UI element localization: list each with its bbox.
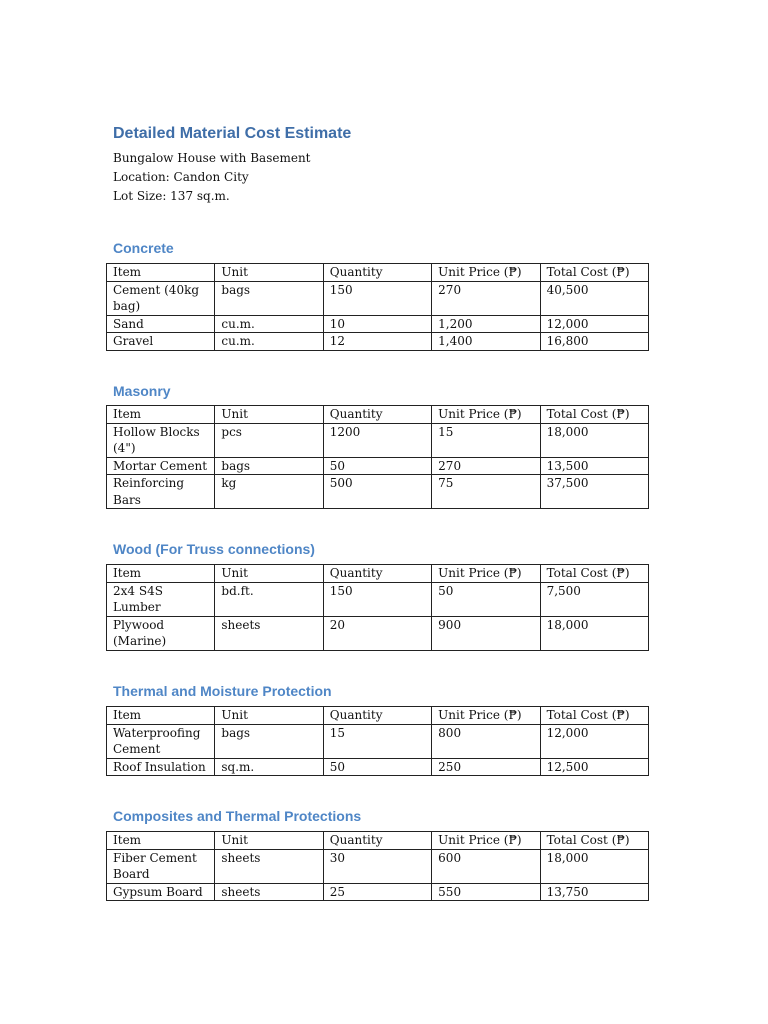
cell-quantity: 150 <box>323 281 431 315</box>
cell-unit: sheets <box>215 883 323 901</box>
cell-quantity: 10 <box>323 315 431 333</box>
table-row <box>107 423 649 457</box>
cell-unit: cu.m. <box>215 315 323 333</box>
cell-total-cost: 7,500 <box>540 582 648 616</box>
table-header-row <box>107 565 649 583</box>
table-row <box>107 616 649 650</box>
cell-item: Reinforcing Bars <box>107 475 215 509</box>
cell-item: Waterproofing Cement <box>107 724 215 758</box>
header-quantity: Quantity <box>323 565 431 583</box>
header-total-cost: Total Cost (₱) <box>540 565 648 583</box>
header-unit: Unit <box>215 264 323 282</box>
table-masonry <box>106 405 649 509</box>
cell-total-cost: 16,800 <box>540 333 648 351</box>
table-header-row <box>107 707 649 725</box>
table-row <box>107 883 649 901</box>
table-row <box>107 457 649 475</box>
table-wood <box>106 564 649 651</box>
cell-item: 2x4 S4S Lumber <box>107 582 215 616</box>
cell-item: Sand <box>107 315 215 333</box>
cell-quantity: 12 <box>323 333 431 351</box>
cell-quantity: 15 <box>323 724 431 758</box>
cell-quantity: 50 <box>323 457 431 475</box>
cell-unit-price: 15 <box>432 423 540 457</box>
cell-total-cost: 13,750 <box>540 883 648 901</box>
section-heading-composites: Composites and Thermal Protections <box>113 808 362 824</box>
table-row <box>107 281 649 315</box>
header-unit-price: Unit Price (₱) <box>432 565 540 583</box>
cell-unit-price: 800 <box>432 724 540 758</box>
cell-unit-price: 900 <box>432 616 540 650</box>
header-unit: Unit <box>215 406 323 424</box>
cell-item: Cement (40kg bag) <box>107 281 215 315</box>
cell-unit-price: 1,400 <box>432 333 540 351</box>
cell-total-cost: 12,000 <box>540 315 648 333</box>
cell-unit-price: 270 <box>432 281 540 315</box>
cell-unit-price: 270 <box>432 457 540 475</box>
cell-quantity: 30 <box>323 849 431 883</box>
header-total-cost: Total Cost (₱) <box>540 406 648 424</box>
table-row <box>107 315 649 333</box>
cell-item: Gravel <box>107 333 215 351</box>
document-title: Detailed Material Cost Estimate <box>113 125 352 142</box>
cell-unit: sq.m. <box>215 758 323 776</box>
table-header-row <box>107 264 649 282</box>
section-heading-concrete: Concrete <box>113 240 174 256</box>
cell-item: Gypsum Board <box>107 883 215 901</box>
cell-quantity: 500 <box>323 475 431 509</box>
cell-item: Fiber Cement Board <box>107 849 215 883</box>
cell-unit: kg <box>215 475 323 509</box>
header-unit-price: Unit Price (₱) <box>432 832 540 850</box>
table-row <box>107 758 649 776</box>
cell-quantity: 50 <box>323 758 431 776</box>
section-heading-masonry: Masonry <box>113 383 171 399</box>
header-item: Item <box>107 406 215 424</box>
cell-total-cost: 18,000 <box>540 849 648 883</box>
table-header-row <box>107 406 649 424</box>
cell-unit-price: 550 <box>432 883 540 901</box>
cell-item: Hollow Blocks (4") <box>107 423 215 457</box>
cell-total-cost: 12,000 <box>540 724 648 758</box>
header-item: Item <box>107 832 215 850</box>
header-unit-price: Unit Price (₱) <box>432 707 540 725</box>
cell-item: Roof Insulation <box>107 758 215 776</box>
table-composites <box>106 831 649 901</box>
cell-unit-price: 1,200 <box>432 315 540 333</box>
header-quantity: Quantity <box>323 406 431 424</box>
header-total-cost: Total Cost (₱) <box>540 832 648 850</box>
cell-quantity: 1200 <box>323 423 431 457</box>
table-header-row <box>107 832 649 850</box>
table-row <box>107 333 649 351</box>
cell-total-cost: 13,500 <box>540 457 648 475</box>
header-quantity: Quantity <box>323 832 431 850</box>
header-quantity: Quantity <box>323 707 431 725</box>
header-unit-price: Unit Price (₱) <box>432 264 540 282</box>
cell-quantity: 150 <box>323 582 431 616</box>
cell-unit: pcs <box>215 423 323 457</box>
header-total-cost: Total Cost (₱) <box>540 264 648 282</box>
table-row <box>107 849 649 883</box>
cell-total-cost: 12,500 <box>540 758 648 776</box>
cell-item: Plywood (Marine) <box>107 616 215 650</box>
cell-total-cost: 37,500 <box>540 475 648 509</box>
section-heading-wood: Wood (For Truss connections) <box>113 541 315 557</box>
cell-quantity: 20 <box>323 616 431 650</box>
header-unit: Unit <box>215 707 323 725</box>
cell-unit-price: 50 <box>432 582 540 616</box>
cell-total-cost: 18,000 <box>540 423 648 457</box>
cell-unit: bags <box>215 457 323 475</box>
cell-item: Mortar Cement <box>107 457 215 475</box>
lot-size: Lot Size: 137 sq.m. <box>113 189 230 203</box>
project-name: Bungalow House with Basement <box>113 151 311 165</box>
table-row <box>107 582 649 616</box>
table-row <box>107 724 649 758</box>
cell-unit: bags <box>215 281 323 315</box>
header-total-cost: Total Cost (₱) <box>540 707 648 725</box>
header-item: Item <box>107 264 215 282</box>
cell-unit: bd.ft. <box>215 582 323 616</box>
table-row <box>107 475 649 509</box>
cell-unit: sheets <box>215 616 323 650</box>
section-heading-thermal-moisture: Thermal and Moisture Protection <box>113 683 332 699</box>
project-location: Location: Candon City <box>113 170 249 184</box>
header-unit-price: Unit Price (₱) <box>432 406 540 424</box>
header-quantity: Quantity <box>323 264 431 282</box>
header-item: Item <box>107 565 215 583</box>
cell-unit-price: 600 <box>432 849 540 883</box>
cell-unit-price: 75 <box>432 475 540 509</box>
header-unit: Unit <box>215 832 323 850</box>
cell-quantity: 25 <box>323 883 431 901</box>
header-unit: Unit <box>215 565 323 583</box>
cell-unit: bags <box>215 724 323 758</box>
cell-unit-price: 250 <box>432 758 540 776</box>
cell-total-cost: 18,000 <box>540 616 648 650</box>
cell-total-cost: 40,500 <box>540 281 648 315</box>
cell-unit: sheets <box>215 849 323 883</box>
cell-unit: cu.m. <box>215 333 323 351</box>
header-item: Item <box>107 707 215 725</box>
table-concrete <box>106 263 649 351</box>
table-thermal-moisture <box>106 706 649 776</box>
